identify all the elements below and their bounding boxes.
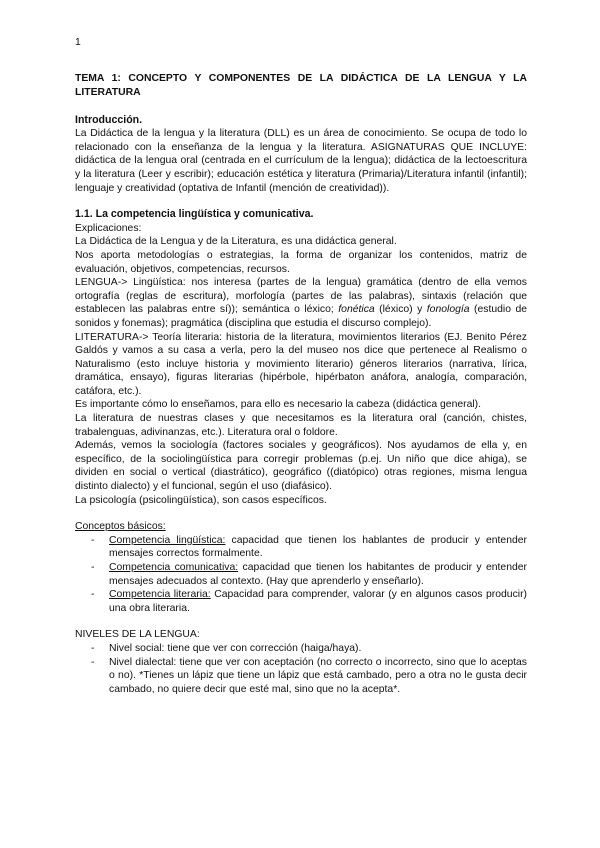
text-span: (estudio de sonidos y fonemas); pragmática (disciplina que estudia el discurso complejo). [75,304,528,329]
nivel-text: Nivel social: tiene que ver con corrección (haiga/haya). [109,642,362,654]
niveles-list [75,642,527,696]
definition: capacidad que tienen los habitantes de producir y entender mensajes adecuados al contexto. (Hay que aprenderlo y enseñarlo). [109,562,527,587]
nivel-text: Nivel dialectal: tiene que ver con aceptación (no correcto o incorrecto, sino que lo aceptas o no). *Tienes un lápiz que tiene un lápiz que está cambado, pero a otra no le gusta decir cambado, no quiere decir que esté mal, sino que no la acepta*. [109,656,527,695]
paragraph-lengua [75,276,527,330]
list-item [75,534,527,561]
section-heading: 1.1. La competencia lingüística y comunicativa. [75,208,314,221]
italic-term: fonética [338,304,375,316]
conceptos-heading: Conceptos básicos: [75,521,166,533]
text-span: LENGUA-> Lingüística: nos interesa (partes de la lengua) gramática (dentro de ella vemos ortografía (reglas de escritura), morfología (partes de las palabras), sintaxis (relación que establecen las palabras entre sí)); semántica o léxico; [75,277,527,316]
paragraph: Nos aporta metodologías o estrategias, la forma de organizar los contenidos, matriz de evaluación, objetivos, competencias, recursos. [75,249,527,275]
list-dash: - [91,656,95,668]
niveles-heading: NIVELES DE LA LENGUA: [75,629,200,641]
definition: Capacidad para comprender, valorar (y en algunos casos producir) una obra literaria. [109,589,527,614]
paragraph: LITERATURA-> Teoría literaria: historia de la literatura, movimientos literarios (EJ. Benito Pérez Galdós y vamos a su casa a verla, pero la del museo nos dice que pertenece al Realismo o Naturalismo (esto incluye historia y movimiento literario) géneros literarios (narrativa, lírica, dramática, ensayo), figuras literarias (hipérbole, hipérbaton anáfora, analogía, comparación, catáfora, etc.). [75,331,527,397]
list-item [75,561,527,588]
list-dash: - [91,534,95,546]
definition: capacidad que tienen los hablantes de producir y entender mensajes correctos formalmente. [109,534,528,560]
list-dash: - [91,562,95,573]
paragraph: La psicología (psicolingüística), son casos específicos. [75,494,327,506]
term: Competencia lingüística: [109,534,226,546]
list-item [75,656,527,697]
intro-paragraph: La Didáctica de la lengua y la literatura (DLL) es un área de conocimiento. Se ocupa de todo lo relacionado con la enseñanza de la lengua y la literatura. ASIGNATURAS QUE INCLUYE: didáctica de la lengua oral (centrada en el currículum de la lengua); didáctica de la lectoescritura y la literatura (Leer y escribir); educación estética y literatura (Primaria)/Literatura infantil (infantil); lenguaje y creatividad (optativa de Infantil (mención de creatividad)). [75,128,527,194]
document-title: TEMA 1: CONCEPTO Y COMPONENTES DE LA DIDÁCTICA DE LA LENGUA Y LA LITERATURA [75,72,527,99]
page-number: 1 [75,37,81,48]
list-item [75,588,527,615]
italic-term: fonología [426,304,470,316]
term: Competencia literaria: [109,589,211,601]
paragraph: Es importante cómo lo enseñamos, para ello es necesario la cabeza (didáctica general). [75,399,482,411]
list-dash: - [91,589,95,601]
document-page [75,36,527,696]
conceptos-list [75,534,527,616]
paragraph: Explicaciones: [75,222,142,234]
term: Competencia comunicativa: [109,562,239,573]
text-span: (léxico) y [379,304,423,316]
paragraph: Además, vemos la sociología (factores sociales y geográficos). Nos ayudamos de ella y, en específico, de la sociolingüística para corregir problemas (p.ej. Un niño que dice ahiga), se dividen en social o vertical (diastrático), geográfico ((diatópico) otras regiones, misma lengua distinto dialecto) y el funcional, según el uso (diafásico). [75,440,527,493]
list-item [75,642,527,656]
paragraph: La Didáctica de la Lengua y de la Literatura, es una didáctica general. [75,236,397,248]
intro-heading: Introducción. [75,113,143,126]
list-dash: - [91,642,95,654]
paragraph: La literatura de nuestras clases y que necesitamos es la literatura oral (canción, chistes, trabalenguas, adivinanzas, etc.). Literatura oral o foldore. [75,413,527,438]
